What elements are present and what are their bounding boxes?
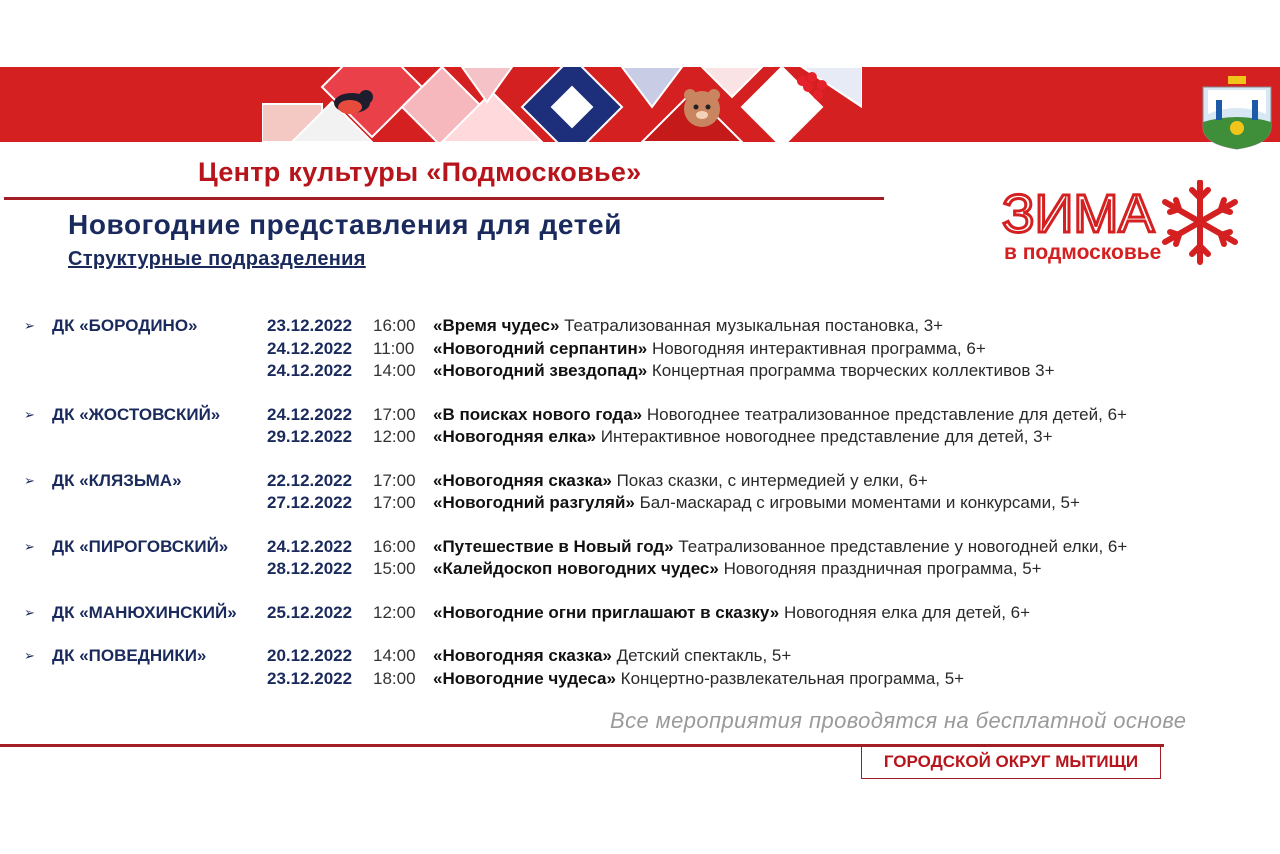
event-details: Новогодняя праздничная программа, 5+ [718,559,1042,578]
event-schedule [0,316,1280,712]
event-details: Новогодняя елка для детей, 6+ [779,602,1031,622]
event-date: 23.12.2022 [267,316,353,335]
event-date: 23.12.2022 [267,668,353,688]
event-description [433,316,943,336]
event-date: 22.12.2022 [267,470,353,490]
event-description [433,493,1080,513]
winter-pattern-decoration [262,67,862,142]
event-date: 24.12.2022 [267,404,353,424]
event-date: 27.12.2022 [267,493,353,512]
event-row [0,361,1280,384]
event-details: Театрализованное представление у новогодней елки, 6+ [673,536,1128,556]
event-time: 14:00 [373,361,416,380]
venue-name: ДК «БОРОДИНО» [52,316,198,335]
event-title: «Новогодний звездопад» [433,361,648,380]
logo-word: ЗИМА [1002,184,1155,244]
event-date: 28.12.2022 [267,559,353,578]
event-title: «Новогодние чудеса» [433,668,616,688]
coat-of-arms-icon [1202,72,1272,150]
event-title: «Новогодний серпантин» [433,338,648,358]
header-banner [0,67,1280,142]
event-details: Новогоднее театрализованное представление для детей, 6+ [642,404,1127,424]
event-time: 16:00 [373,316,416,335]
bullet-arrow-icon: ➢ [24,406,35,422]
event-time: 17:00 [373,493,416,512]
event-description [433,646,791,666]
event-time: 11:00 [373,338,415,358]
event-details: Концертно-развлекательная программа, 5+ [615,668,965,688]
free-entry-note: Все мероприятия проводятся на бесплатной основе [610,708,1187,733]
event-time: 17:00 [373,470,416,490]
event-time: 16:00 [373,536,416,556]
event-row [0,316,1280,339]
event-date: 25.12.2022 [267,602,353,622]
event-description [433,361,1055,381]
venue-name: ДК «МАНЮХИНСКИЙ» [52,602,237,622]
event-row [0,559,1280,582]
page-title: Центр культуры «Подмосковье» [198,157,642,187]
district-label: ГОРОДСКОЙ ОКРУГ МЫТИЩИ [861,744,1161,779]
title-divider [4,197,884,200]
event-description [433,603,1030,623]
event-title: «Новогодние огни приглашают в сказку» [433,602,780,622]
event-time: 18:00 [373,668,416,688]
section-heading: Структурные подразделения [68,248,366,270]
snowflake-icon [1165,182,1235,262]
event-row [0,603,1280,626]
event-title: «Новогодняя сказка» [433,470,612,490]
event-date: 24.12.2022 [267,338,353,358]
event-row [0,405,1280,428]
event-row [0,471,1280,494]
event-date: 24.12.2022 [267,361,353,380]
event-time: 12:00 [373,602,416,622]
venue-block [0,537,1280,582]
event-description [433,669,964,689]
event-row [0,537,1280,560]
event-time: 15:00 [373,559,416,578]
event-description [433,537,1127,557]
event-description [433,471,928,491]
event-title: «Калейдоскоп новогодних чудес» [433,559,719,578]
event-date: 24.12.2022 [267,536,353,556]
venue-block [0,471,1280,516]
event-time: 17:00 [373,404,416,424]
event-title: «Новогодняя сказка» [433,646,612,665]
event-title: «Путешествие в Новый год» [433,536,674,556]
event-date: 29.12.2022 [267,427,353,446]
page-subtitle: Новогодние представления для детей [68,209,623,240]
event-time: 14:00 [373,646,416,665]
bullet-arrow-icon: ➢ [24,604,35,620]
logo-subtitle: в подмосковье [1004,241,1162,264]
event-title: «Время чудес» [433,316,560,335]
event-row [0,669,1280,692]
event-description [433,559,1042,579]
bullet-arrow-icon: ➢ [24,648,35,663]
event-title: «В поисках нового года» [433,404,643,424]
bear-icon [684,89,720,127]
event-row [0,427,1280,450]
venue-block [0,405,1280,450]
event-description [433,339,986,359]
venue-block [0,316,1280,384]
event-description [433,405,1127,425]
venue-name: ДК «ЖОСТОВСКИЙ» [52,404,221,424]
event-details: Детский спектакль, 5+ [611,646,792,665]
bullet-arrow-icon: ➢ [24,318,35,333]
event-time: 12:00 [373,427,416,446]
venue-block [0,603,1280,626]
event-details: Новогодняя интерактивная программа, 6+ [647,338,986,358]
venue-name: ДК «ПОВЕДНИКИ» [52,646,207,665]
event-details: Театрализованная музыкальная постановка, 3+ [559,316,944,335]
zima-v-podmoskovye-logo [1000,180,1260,270]
event-row [0,493,1280,516]
bullet-arrow-icon: ➢ [24,538,35,554]
event-details: Показ сказки, с интермедией у елки, 6+ [611,470,928,490]
venue-block [0,646,1280,691]
event-title: «Новогодняя елка» [433,427,597,446]
event-details: Концертная программа творческих коллективов 3+ [647,361,1055,380]
event-date: 20.12.2022 [267,646,353,665]
venue-name: ДК «ПИРОГОВСКИЙ» [52,536,229,556]
event-title: «Новогодний разгуляй» [433,493,635,512]
event-details: Интерактивное новогоднее представление для детей, 3+ [596,427,1053,446]
event-row [0,339,1280,362]
event-row [0,646,1280,669]
bullet-arrow-icon: ➢ [24,472,35,488]
event-details: Бал-маскарад с игровыми моментами и конкурсами, 5+ [634,493,1080,512]
venue-name: ДК «КЛЯЗЬМА» [52,470,182,490]
event-description [433,427,1053,447]
